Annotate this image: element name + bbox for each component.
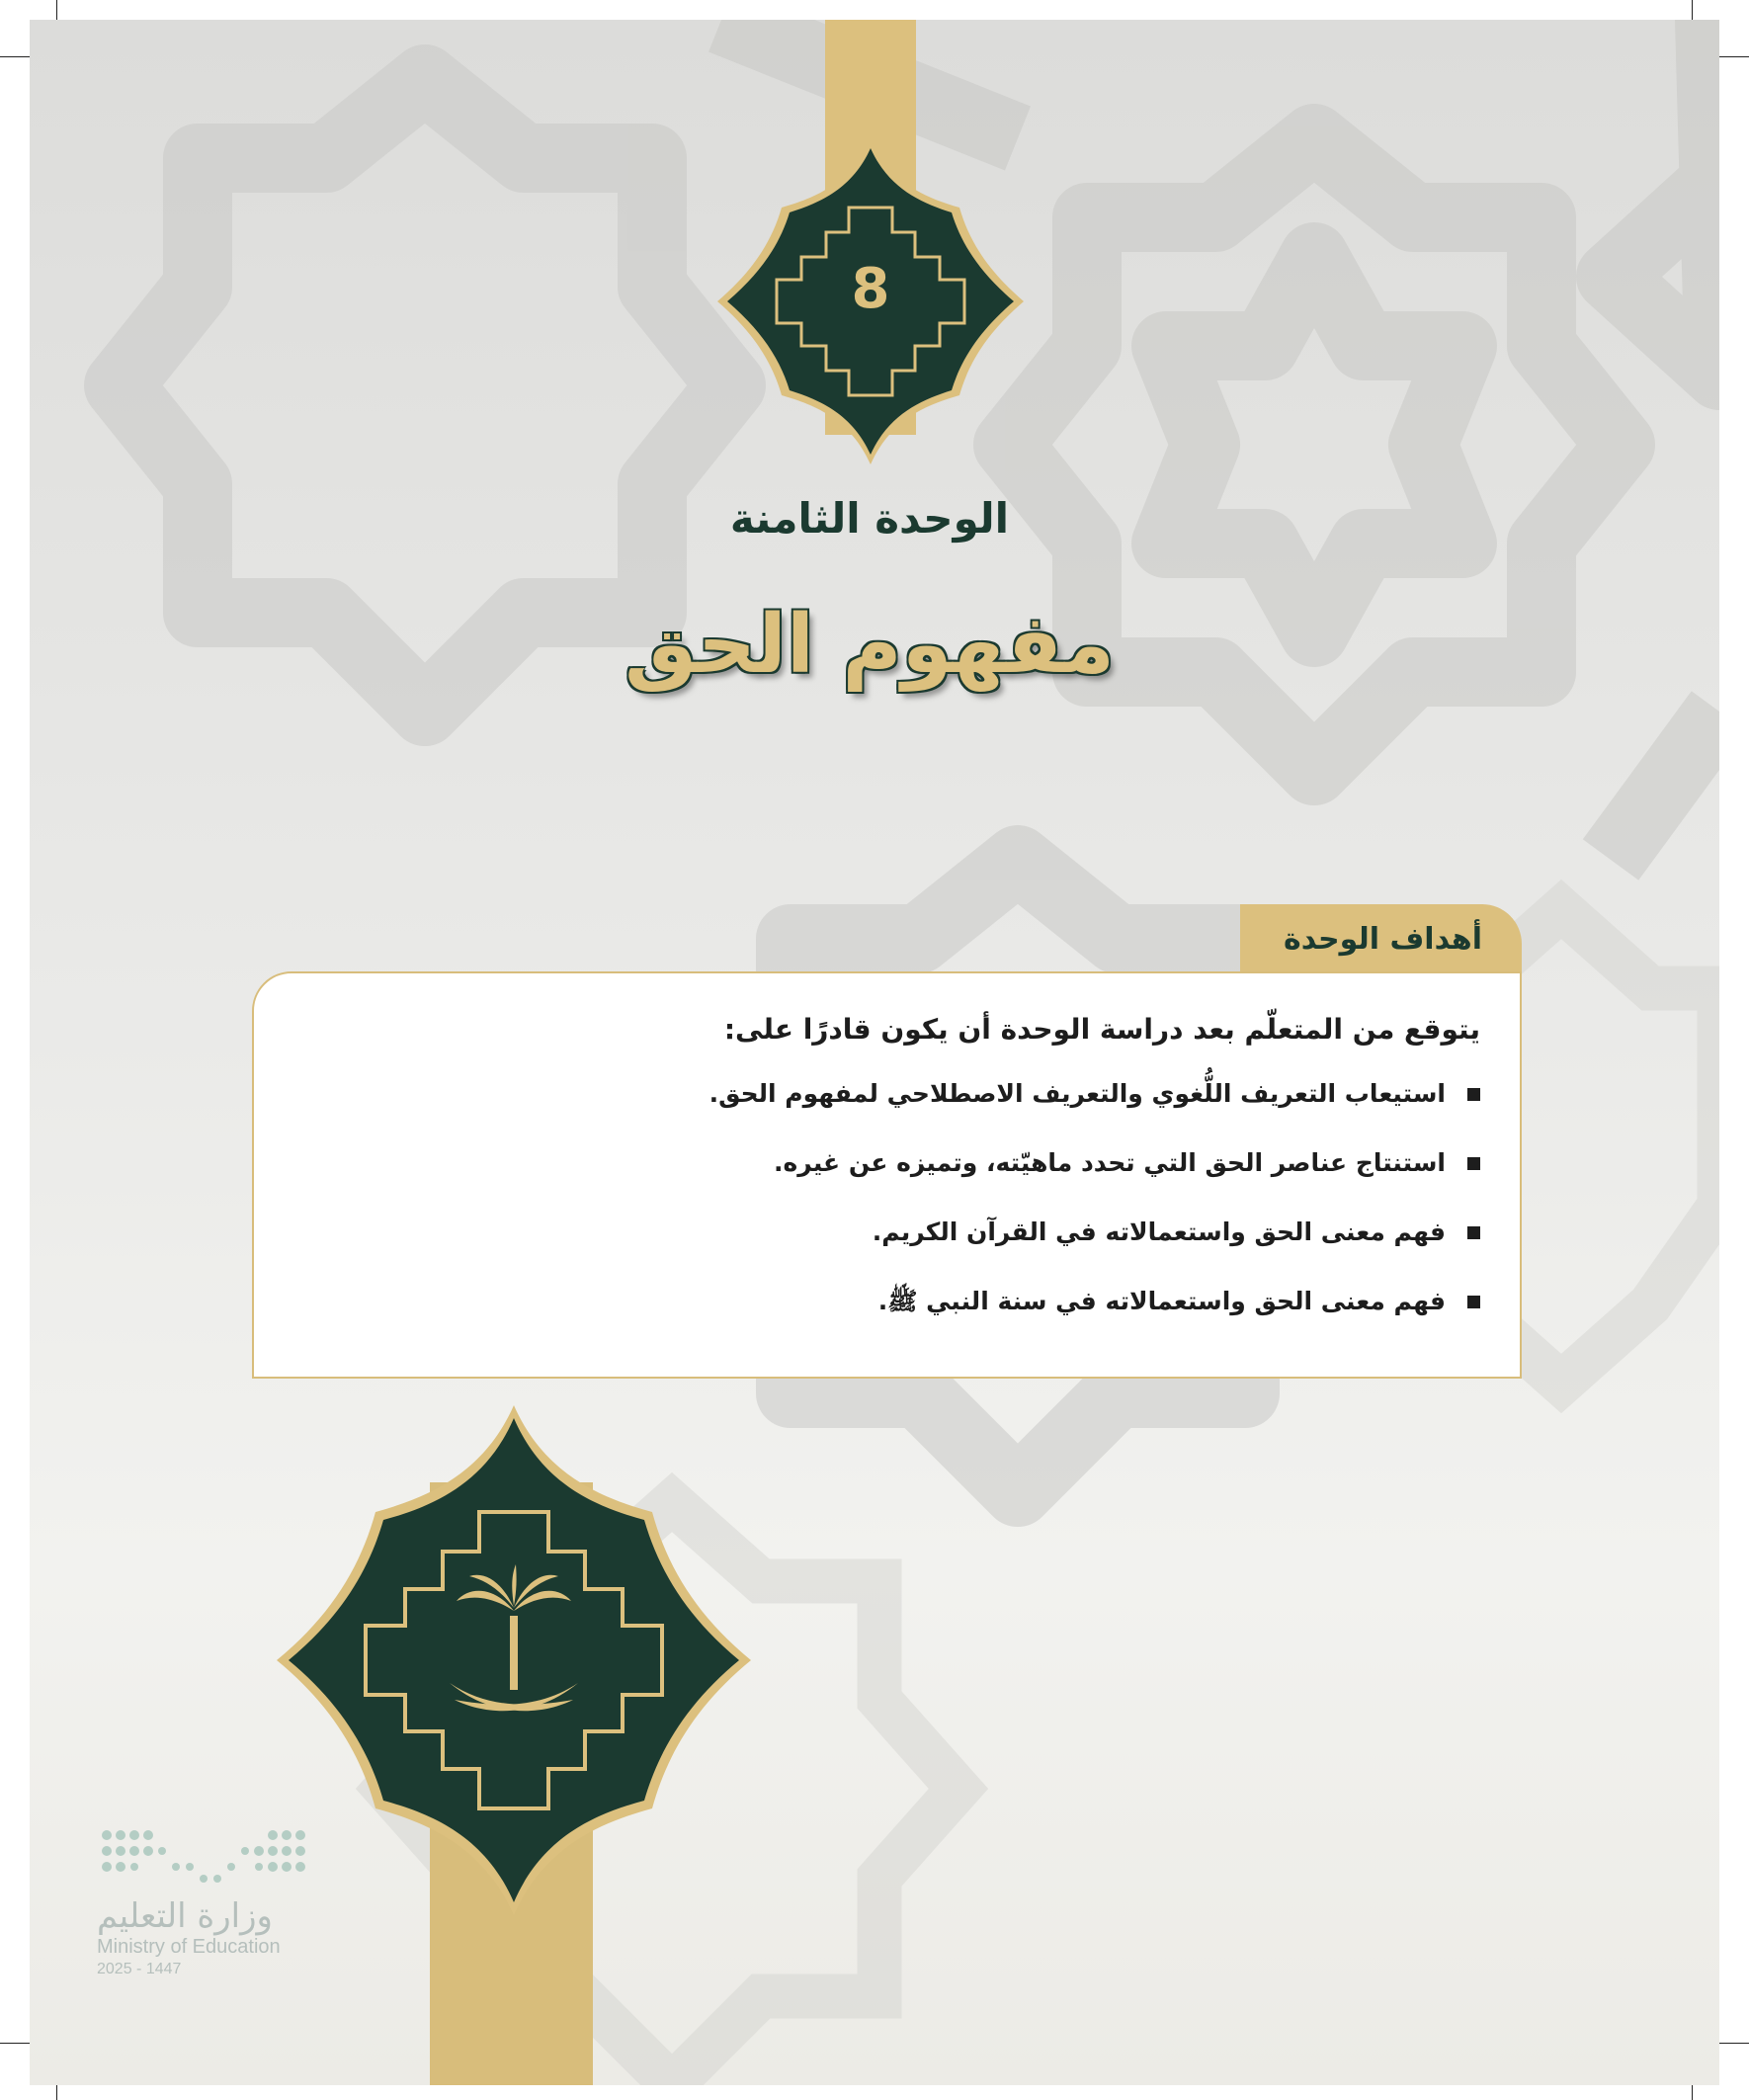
goal-text: استيعاب التعريف اللُّغوي والتعريف الاصطلاحي لمفهوم الحق. [708, 1079, 1446, 1108]
ministry-logo [97, 1823, 324, 1978]
goals-list [709, 1077, 1480, 1354]
bullet-icon [1467, 1226, 1480, 1239]
ministry-logo-icon [97, 1823, 314, 1892]
goal-text: استنتاج عناصر الحق التي تحدد ماهيّته، وتميزه عن غيره. [774, 1148, 1446, 1177]
emblem-medallion [277, 1403, 751, 1917]
goals-intro: يتوقع من المتعلّم بعد دراسة الوحدة أن يكون قادرًا على: [723, 1013, 1480, 1046]
unit-label: الوحدة الثامنة [729, 494, 1010, 543]
page [30, 20, 1719, 2085]
unit-title: مفهوم الحق [625, 598, 1115, 692]
unit-number: 8 [851, 257, 890, 321]
bullet-icon [1467, 1088, 1480, 1101]
list-item [709, 1146, 1480, 1216]
ministry-year: 2025 - 1447 [97, 1961, 182, 1977]
list-item [709, 1285, 1480, 1354]
goal-text: فهم معنى الحق واستعمالاته في سنة النبي ﷺ. [877, 1287, 1446, 1315]
goals-tab: أهداف الوحدة [1240, 904, 1522, 973]
ministry-name-en: Ministry of Education [97, 1936, 281, 1958]
ministry-name-ar: وزارة التعليم [97, 1896, 273, 1936]
bullet-icon [1467, 1296, 1480, 1308]
goals-box [252, 971, 1522, 1379]
list-item [709, 1216, 1480, 1285]
bullet-icon [1467, 1157, 1480, 1170]
goal-text: فهم معنى الحق واستعمالاته في القرآن الكريم. [872, 1218, 1446, 1246]
list-item [709, 1077, 1480, 1146]
